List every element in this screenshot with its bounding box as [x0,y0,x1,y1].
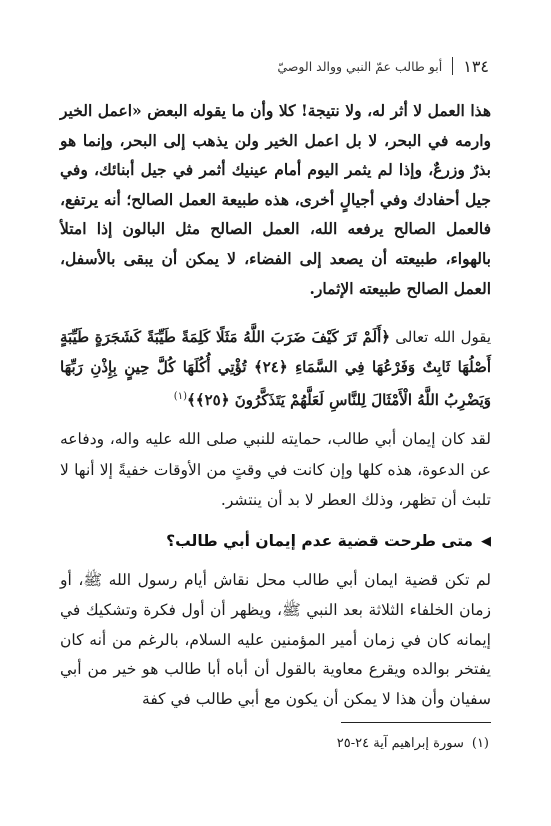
paragraph-good-deeds: هذا العمل لا أثر له، ولا نتيجة! كلا وأن ما يقوله البعض «اعمل الخير وارمه في البحر، لا بل اعمل الخير ولن يذهب إلى البحر، وإنما هو بذرٌ وزرعٌ، وإذا لم يثمر اليوم أمام عينيك أثمر في جيل أبنائك، وفي جيل أحفادك وفي أجيالٍ أخرى، هذه طبيعة العمل الصالح؛ أنه يرتفع، فالعمل الصالح يرفعه الله، العمل الصالح مثل البالون إذا امتلأ بالهواء، طبيعته أن يصعد إلى الفضاء، لا يمكن أن يبقى بالأسفل، العمل الصالح طبيعته الإثمار. [60,101,491,298]
footnote-divider [341,722,491,723]
quran-verse: ﴿أَلَمْ تَرَ كَيْفَ ضَرَبَ اللَّهُ مَثَلًا كَلِمَةً طَيِّبَةً كَشَجَرَةٍ طَيِّبَةٍ أَصْلُهَا ثَابِتٌ وَفَرْعُهَا فِي السَّمَاءِ ﴿٢٤﴾ تُؤْتِي أُكُلَهَا كُلَّ حِينٍ بِإِذْنِ رَبِّهَا وَيَضْرِبُ اللَّهُ الْأَمْثَالَ لِلنَّاسِ لَعَلَّهُمْ يَتَذَكَّرُونَ ﴿٢٥﴾﴾ [60,328,491,409]
running-title: أبو طالب عمّ النبي ووالد الوصيّ [277,58,443,74]
footnote-ref: (١) [173,391,187,402]
footnote-text: سورة إبراهيم آية ٢٤-٢٥ [336,736,464,751]
paragraph-abu-talib-faith: لقد كان إيمان أبي طالب، حمايته للنبي صلى الله عليه واله، ودفاعه عن الدعوة، هذه كلها وإن كانت في وقتٍ من الأوقات خفيةً إلا أنها لا تلبث أن تظهر، وذلك العطر لا بد أن ينتشر. [60,430,491,509]
section-heading [60,528,491,554]
footnote [62,734,489,754]
triangle-bullet-icon: ◀ [481,533,491,549]
page-header [62,52,489,80]
section-heading-text: متى طرحت قضية عدم إيمان أبي طالب؟ [166,532,473,550]
quote-intro: يقول الله تعالى [395,328,491,346]
paragraph-history: لم تكن قضية ايمان أبي طالب محل نقاش أيام رسول الله ﷺ، أو زمان الخلفاء الثلاثة بعد النبي ﷺ، ويظهر أن أول فكرة وتشكيك في إيمانه كان في زمان أمير المؤمنين عليه السلام، بالرغم من أنه كان يفتخر بوالده ويقرع معاوية بالقول أن أباه أبا طالب هو خير من أبي سفيان وأن هذا لا يمكن أن يكون مع أبي طالب في كفة [60,571,491,709]
header-divider [452,57,453,75]
footnote-marker: (١) [471,736,489,751]
paragraph-quran-quote [60,322,491,415]
page-number: ١٣٤ [463,56,489,76]
